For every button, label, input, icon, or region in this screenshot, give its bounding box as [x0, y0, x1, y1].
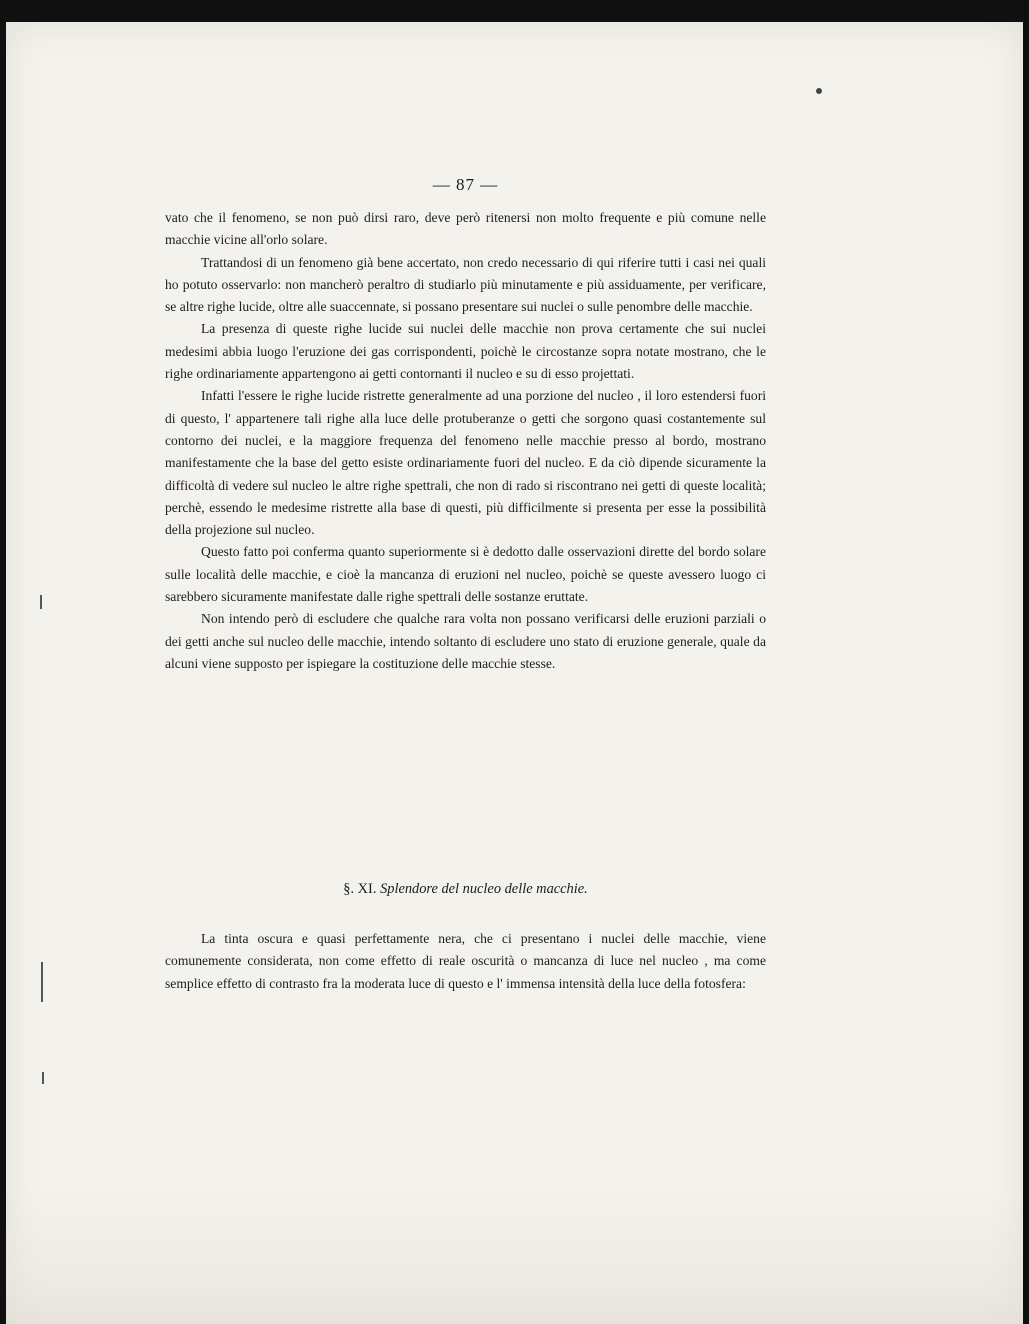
section-number: §. XI.: [343, 881, 377, 897]
body-text-top: [165, 207, 766, 675]
speck-mark: [816, 88, 822, 94]
paragraph-3: La presenza di queste righe lucide sui nuclei delle macchie non prova certamente che sui nuclei medesimi abbia luogo l'eruzione dei gas corrispondenti, poichè le circostanze sopra notate mostrano, che le righe ordinariamente appartengono ai getti contornanti il nucleo e su di esso projettati.: [165, 321, 766, 382]
edge-mark: [40, 595, 42, 609]
paragraph-2: Trattandosi di un fenomeno già bene accertato, non credo necessario di qui riferire tutti i casi nei quali ho potuto osservarlo: non mancherò peraltro di studiarlo più minutamente e più assiduamente, per verificare, se altre righe lucide, oltre alle suaccennate, si possano presentare sui nuclei o sulle penombre delle macchie.: [165, 254, 766, 315]
paragraph-1: vato che il fenomeno, se non può dirsi raro, deve però ritenersi non molto frequente e più comune nelle macchie vicine all'orlo solare.: [165, 210, 766, 248]
book-page: [6, 22, 1023, 1324]
paragraph-4: Infatti l'essere le righe lucide ristrette generalmente ad una porzione del nucleo , il loro estendersi fuori di questo, l' appartenere tali righe alla luce delle protuberanze o getti che sorgono quasi costantemente sul contorno dei nuclei, e la maggiore frequenza del fenomeno nelle macchie presso al bordo, mostrano manifestamente che la base del getto esiste ordinariamente fuori del nucleo. E da ciò dipende sicuramente la difficoltà di vedere sul nucleo le altre righe spettrali, che non di rado si riscontrano nei getti di queste località; perchè, essendo le medesime ristrette alla base di questi, più difficilmente si presenta per esse la possibilità della projezione sul nucleo.: [165, 388, 766, 538]
paragraph-7: La tinta oscura e quasi perfettamente nera, che ci presentano i nuclei delle macchie, viene comunemente considerata, non come effetto di reale oscurità o mancanza di luce nel nucleo , ma come semplice effetto di contrasto fra la moderata luce di questo e l' immensa intensità della luce della fotosfera:: [165, 931, 766, 991]
page-shading: [6, 1184, 1023, 1324]
section-title: Splendore del nucleo delle macchie.: [380, 881, 588, 897]
section-heading: [165, 881, 766, 898]
body-text-bottom: [165, 928, 766, 995]
paragraph-5: Questo fatto poi conferma quanto superiormente si è dedotto dalle osservazioni dirette del bordo solare sulle località delle macchie, e cioè la mancanza di eruzioni nel nucleo, poichè se queste avessero luogo ci sarebbero sicuramente manifestate dalle righe spettrali delle sostanze eruttate.: [165, 544, 766, 605]
page-number: — 87 —: [432, 175, 499, 194]
edge-mark: [41, 962, 43, 1002]
paragraph-6: Non intendo però di escludere che qualche rara volta non possano verificarsi delle eruzioni parziali o dei getti anche sul nucleo delle macchie, intendo soltanto di escludere uno stato di eruzione generale, quale da alcuni viene supposto per ispiegare la costituzione delle macchie stesse.: [165, 611, 766, 671]
edge-mark: [42, 1072, 44, 1084]
